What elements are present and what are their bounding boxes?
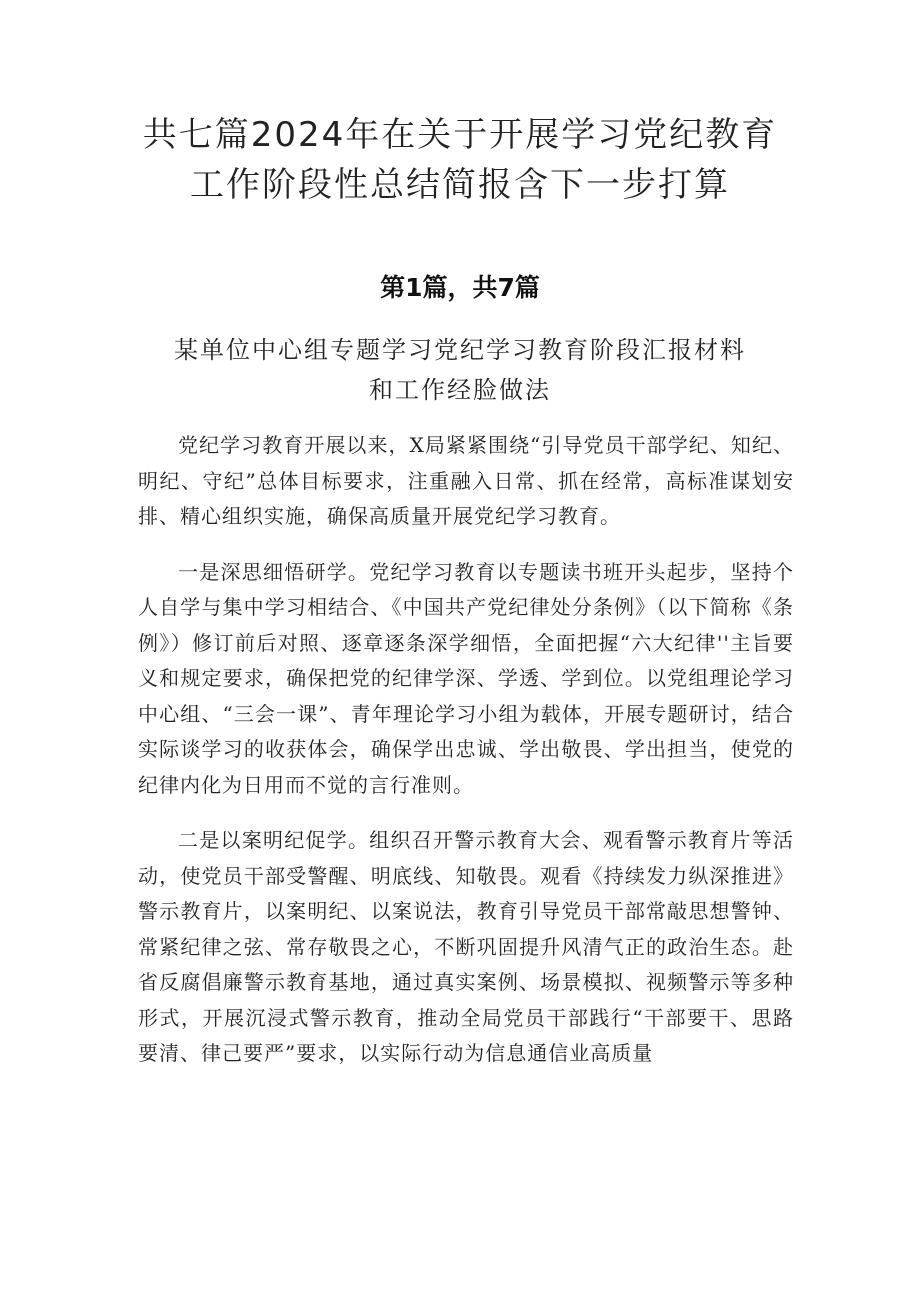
- section-subtitle: [150, 330, 770, 410]
- subtitle-line-1: 某单位中心组专题学习党纪学习教育阶段汇报材料: [174, 336, 746, 364]
- body-text: [138, 428, 794, 1092]
- section-number: 第1篇，共7篇: [380, 273, 540, 302]
- paragraph-intro: 党纪学习教育开展以来，X局紧紧围绕“引导党员干部学纪、知纪、明纪、守纪”总体目标要求，注重融入日常、抓在经常，高标准谋划安排、精心组织实施，确保高质量开展党纪学习教育。: [138, 433, 794, 528]
- document-title: 共七篇2024年在关于开展学习党纪教育工作阶段性总结简报含下一步打算: [142, 115, 778, 205]
- paragraph-study: 一是深思细悟研学。党纪学习教育以专题读书班开头起步，坚持个人自学与集中学习相结合、《中国共产党纪律处分条例》（以下简称《条例》）修订前后对照、逐章逐条深学细悟，全面把握“六大纪律''主旨要义和规定要求，确保把党的纪律学深、学透、学到位。以党组理论学习中心组、“三会一课”、青年理论学习小组为载体，开展专题研讨，结合实际谈学习的收获体会，确保学出忠诚、学出敬畏、学出担当，使党的纪律内化为日用而不觉的言行准则。: [138, 559, 794, 797]
- paragraph-cases: 二是以案明纪促学。组织召开警示教育大会、观看警示教育片等活动，使党员干部受警醒、明底线、知敬畏。观看《持续发力纵深推进》警示教育片，以案明纪、以案说法，教育引导党员干部常敲思想警钟、常紧纪律之弦、常存敬畏之心，不断巩固提升风清气正的政治生态。赴省反腐倡廉警示教育基地，通过真实案例、场景模拟、视频警示等多种形式，开展沉浸式警示教育，推动全局党员干部践行“干部要干、思路要清、律己要严”要求，以实际行动为信息通信业高质量: [138, 828, 794, 1065]
- subtitle-line-2: 和工作经脸做法: [369, 376, 551, 404]
